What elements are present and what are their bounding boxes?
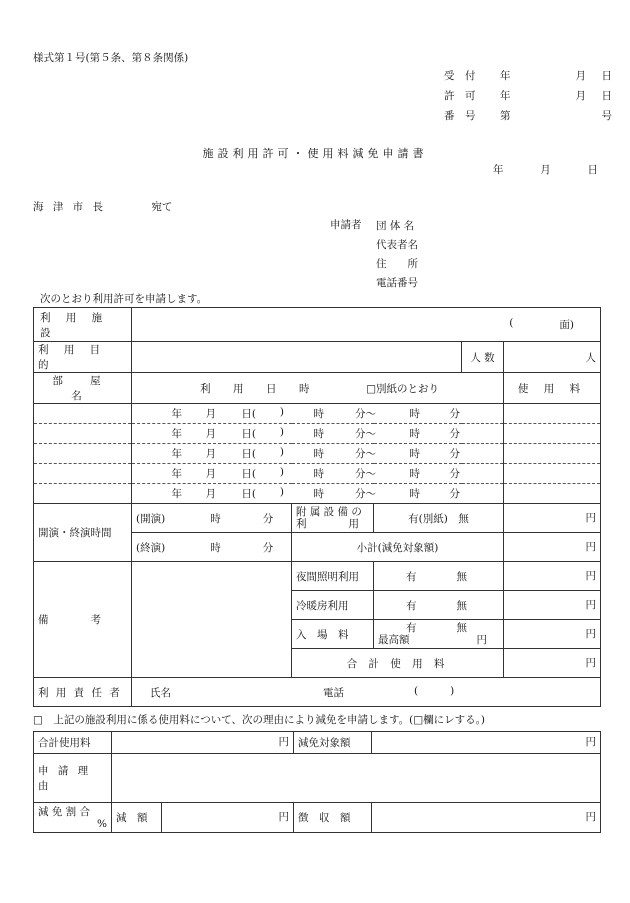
entrance-options[interactable]: 有 無 最高額 円 <box>374 620 504 649</box>
applicant-field[interactable]: 団 体 名 <box>376 220 415 232</box>
schedule-token: 月 <box>205 448 216 460</box>
room-name-field[interactable] <box>34 484 132 504</box>
schedule-row[interactable] <box>132 424 504 444</box>
schedule-token: 分～ <box>355 408 376 420</box>
schedule-token: 年 <box>171 428 182 440</box>
schedule-token: 時 <box>409 428 420 440</box>
reduction-table <box>33 731 601 833</box>
schedule-token: 分～ <box>355 488 376 500</box>
schedule-token: 日( <box>241 408 256 420</box>
subtotal-fee[interactable]: 円 <box>504 533 601 562</box>
receipt-cell: 日 <box>601 70 612 82</box>
date-year: 年 <box>493 164 504 176</box>
end-time[interactable]: (終演) 時 分 <box>132 533 292 562</box>
schedule-token: 時 <box>409 488 420 500</box>
schedule-token: 日( <box>241 488 256 500</box>
schedule-fee-field[interactable] <box>504 424 601 444</box>
schedule-token: 時 <box>313 428 324 440</box>
phone-label: 電話 <box>323 686 344 699</box>
schedule-token: ) <box>279 426 284 438</box>
schedule-token: ) <box>279 466 284 478</box>
applicant-label: 申請者 <box>330 219 362 231</box>
receipt-cell: 号 <box>601 110 612 122</box>
receipt-cell: 第 <box>500 110 511 122</box>
application-date <box>493 162 598 177</box>
collection-label: 徴 収 額 <box>294 803 372 833</box>
name-label: 氏名 <box>150 686 171 699</box>
receipt-cell: 許 可 <box>444 90 476 102</box>
room-name-field[interactable] <box>34 444 132 464</box>
document-title: 施設利用許可・使用料減免申請書 <box>202 147 428 160</box>
room-name-field[interactable] <box>34 404 132 424</box>
applicant-field[interactable]: 住 所 <box>376 258 418 270</box>
facility-field[interactable] <box>132 308 601 342</box>
facility-label: 利 用 施 設 <box>34 308 132 342</box>
collection-field[interactable]: 円 <box>372 803 601 833</box>
responsible-field[interactable]: 氏名 電話 ( ) <box>132 678 601 707</box>
schedule-token: 分～ <box>355 448 376 460</box>
separate-sheet-checkbox[interactable]: □別紙のとおり <box>366 382 439 395</box>
schedule-token: 分～ <box>355 468 376 480</box>
facility-paren-close: 面) <box>559 319 575 331</box>
application-table <box>33 307 601 707</box>
schedule-token: 日( <box>241 468 256 480</box>
schedule-token: 月 <box>205 428 216 440</box>
schedule-fee-field[interactable] <box>504 464 601 484</box>
reduction-amount-field[interactable]: 円 <box>162 803 294 833</box>
applicant-field[interactable]: 電話番号 <box>376 277 418 289</box>
schedule-token: 日( <box>241 428 256 440</box>
receipt-cell: 日 <box>601 90 612 102</box>
room-header: 部 屋 名 <box>34 373 132 404</box>
total-fee[interactable]: 円 <box>504 649 601 678</box>
receipt-cell <box>556 108 586 123</box>
room-name-field[interactable] <box>34 424 132 444</box>
room-name-field[interactable] <box>34 464 132 484</box>
schedule-token: 時 <box>313 408 324 420</box>
schedule-token: ) <box>279 406 284 418</box>
total-label: 合 計 使 用 料 <box>292 649 504 678</box>
entrance-label: 入 場 料 <box>292 620 374 649</box>
schedule-row[interactable] <box>132 484 504 504</box>
applicant-field[interactable]: 代表者名 <box>376 239 418 251</box>
aircon-fee[interactable]: 円 <box>504 591 601 620</box>
schedule-token: 分 <box>449 468 460 480</box>
aircon-label: 冷暖房利用 <box>292 591 374 620</box>
reduction-target-field[interactable]: 円 <box>372 732 601 754</box>
purpose-field[interactable] <box>132 342 462 373</box>
schedule-row[interactable] <box>132 444 504 464</box>
schedule-token: 時 <box>313 448 324 460</box>
schedule-fee-field[interactable] <box>504 484 601 504</box>
schedule-token: 年 <box>171 488 182 500</box>
schedule-token: 年 <box>171 408 182 420</box>
date-month: 月 <box>540 164 551 176</box>
fee-header: 使 用 料 <box>504 373 601 404</box>
form-number: 様式第１号(第５条、第８条関係) <box>33 52 189 64</box>
night-label: 夜間照明利用 <box>292 562 374 591</box>
schedule-token: 時 <box>409 468 420 480</box>
aircon-options[interactable]: 有 無 <box>374 591 504 620</box>
schedule-token: 時 <box>409 448 420 460</box>
reduction-amount-label: 減 額 <box>112 803 162 833</box>
schedule-row[interactable] <box>132 404 504 424</box>
performance-label: 開演・終演時間 <box>34 504 132 562</box>
ratio-label: 減 免 割 合 % <box>34 803 112 833</box>
applicant-fields <box>376 217 418 293</box>
responsible-label: 利 用 責 任 者 <box>34 678 132 707</box>
entrance-fee[interactable]: 円 <box>504 620 601 649</box>
reason-field[interactable] <box>112 754 601 803</box>
remarks-field[interactable] <box>132 562 292 678</box>
night-fee[interactable]: 円 <box>504 562 601 591</box>
applicant-block <box>330 217 362 232</box>
schedule-token: 時 <box>313 468 324 480</box>
schedule-token: 分～ <box>355 428 376 440</box>
addressee-suffix: 宛て <box>151 201 173 213</box>
schedule-fee-field[interactable] <box>504 404 601 424</box>
start-time[interactable]: (開演) 時 分 <box>132 504 292 533</box>
addressee <box>33 199 172 214</box>
schedule-token: ) <box>279 446 284 458</box>
schedule-token: 月 <box>205 468 216 480</box>
schedule-row[interactable] <box>132 464 504 484</box>
reason-label: 申 請 理 由 <box>34 754 112 803</box>
schedule-fee-field[interactable] <box>504 444 601 464</box>
date-day: 日 <box>587 164 598 176</box>
receipt-cell: 月 <box>575 90 586 102</box>
remarks-label: 備 考 <box>34 562 132 678</box>
attached-options[interactable]: 有(別紙) 無 <box>374 504 504 533</box>
receipt-cell: 月 <box>575 70 586 82</box>
attached-label: 附 属 設 備 の 利 用 <box>292 504 374 533</box>
total-fee-field[interactable]: 円 <box>112 732 294 754</box>
intro-text: 次のとおり利用許可を申請します。 <box>40 293 208 305</box>
addressee-name: 海 津 市 長 <box>33 201 107 213</box>
people-field[interactable]: 人 <box>504 342 601 373</box>
schedule-token: 分 <box>449 488 460 500</box>
receipt-cell: 年 <box>500 70 511 82</box>
attached-fee[interactable]: 円 <box>504 504 601 533</box>
schedule-token: 分 <box>449 448 460 460</box>
schedule-token: 日( <box>241 448 256 460</box>
night-options[interactable]: 有 無 <box>374 562 504 591</box>
schedule-token: 分 <box>449 428 460 440</box>
datetime-header: 利 用 日 時 □別紙のとおり <box>132 373 504 404</box>
people-label: 人 数 <box>462 342 504 373</box>
schedule-token: ) <box>279 486 284 498</box>
schedule-token: 時 <box>313 488 324 500</box>
subtotal-label: 小計(減免対象額) <box>292 533 504 562</box>
schedule-token: 月 <box>205 408 216 420</box>
receipt-cell: 受 付 <box>444 70 476 82</box>
schedule-token: 月 <box>205 488 216 500</box>
schedule-token: 年 <box>171 468 182 480</box>
purpose-label: 利 用 目 的 <box>34 342 132 373</box>
facility-paren-open: ( <box>509 317 514 329</box>
receipt-cell: 年 <box>500 90 511 102</box>
schedule-token: 年 <box>171 448 182 460</box>
reduction-target-label: 減免対象額 <box>294 732 372 754</box>
schedule-token: 時 <box>409 408 420 420</box>
reduction-note[interactable]: □ 上記の施設利用に係る使用料について、次の理由により減免を申請します。(□欄にレする。) <box>33 714 486 726</box>
total-fee-label: 合計使用料 <box>34 732 112 754</box>
schedule-token: 分 <box>449 408 460 420</box>
receipt-cell: 番 号 <box>444 110 476 122</box>
receipt-block <box>444 68 612 123</box>
